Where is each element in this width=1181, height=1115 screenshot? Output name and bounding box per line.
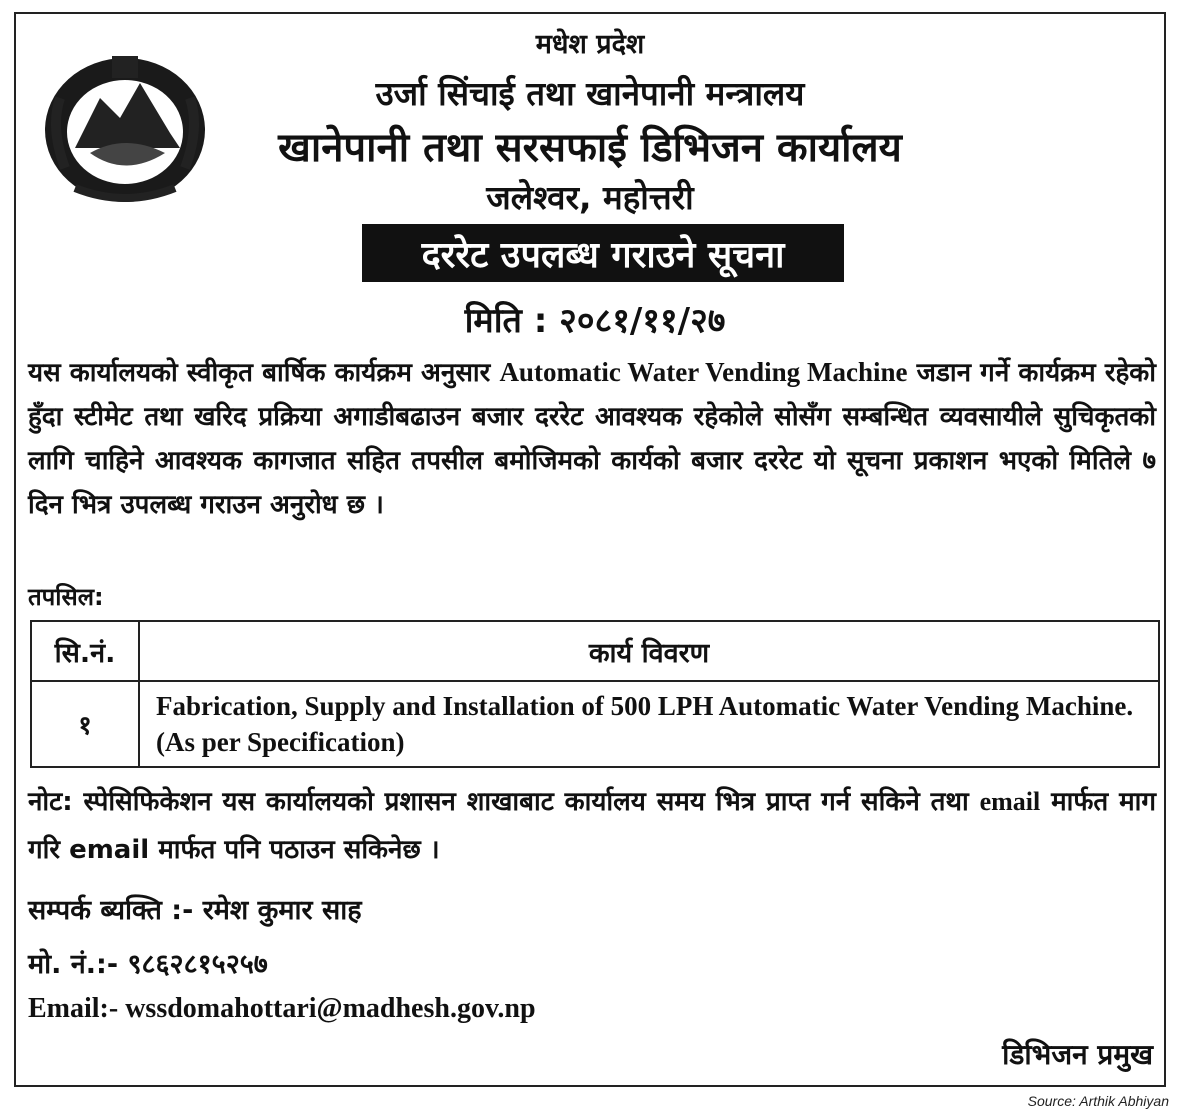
ministry-name: उर्जा सिंचाई तथा खानेपानी मन्त्रालय	[375, 74, 805, 113]
body-text-part1: यस कार्यालयको स्वीकृत बार्षिक कार्यक्रम अनुसार	[28, 358, 500, 388]
notice-date: मिति : २०८१/११/२७	[464, 301, 726, 341]
note-part2: मार्फत माग गरि	[28, 787, 1156, 865]
row-sn: १	[31, 681, 139, 767]
notice-body	[28, 350, 1156, 527]
source-credit: Source: Arthik Abhiyan	[1027, 1093, 1169, 1109]
nepal-government-emblem-icon	[30, 38, 220, 210]
header-sn: सि.नं.	[31, 621, 139, 681]
header-description: कार्य विवरण	[139, 621, 1159, 681]
work-table	[30, 620, 1160, 768]
note-part1: नोट: स्पेसिफिकेशन यस कार्यालयको प्रशासन शाखाबाट कार्यालय समय भित्र प्राप्त गर्न सकिने तथा	[28, 787, 980, 817]
office-location: जलेश्वर, महोत्तरी	[486, 178, 694, 217]
note-text	[28, 778, 1156, 874]
signature-title: डिभिजन प्रमुख	[1002, 1038, 1153, 1071]
row-description: Fabrication, Supply and Installation of 500 LPH Automatic Water Vending Machine. (As per Specification)	[139, 681, 1159, 767]
table-header-row	[31, 621, 1159, 681]
note-email-word-2: email	[69, 835, 150, 865]
office-name: खानेपानी तथा सरसफाई डिभिजन कार्यालय	[278, 125, 902, 171]
note-email-word-1: email	[979, 787, 1041, 816]
schedule-label: तपसिल:	[28, 583, 104, 611]
contact-email: Email:- wssdomahottari@madhesh.gov.np	[28, 993, 536, 1024]
province-name: मधेश प्रदेश	[535, 29, 645, 60]
body-text-part2: जडान गर्ने कार्यक्रम रहेको हुँदा स्टीमेट तथा खरिद प्रक्रिया अगाडीबढाउन बजार दररेट आवश्यक रहेकोले सोसँग सम्बन्धित व्यवसायीले सुचिकृतको लागि चाहिने आवश्यक कागजात सहित तपसील बमोजिमको कार्यको बजार दररेट यो सूचना प्रकाशन भएको मितिले ७ दिन भित्र उपलब्ध गराउन अनुरोध छ ।	[28, 358, 1156, 520]
note-part3: मार्फत पनि पठाउन सकिनेछ ।	[149, 835, 440, 865]
contact-person: सम्पर्क ब्यक्ति :- रमेश कुमार साह	[28, 895, 362, 926]
notice-title: दररेट उपलब्ध गराउने सूचना	[362, 224, 844, 282]
body-text-english: Automatic Water Vending Machine	[499, 357, 908, 387]
table-row	[31, 681, 1159, 767]
contact-mobile: मो. नं.:- ९८६२८१५२५७	[28, 949, 268, 980]
